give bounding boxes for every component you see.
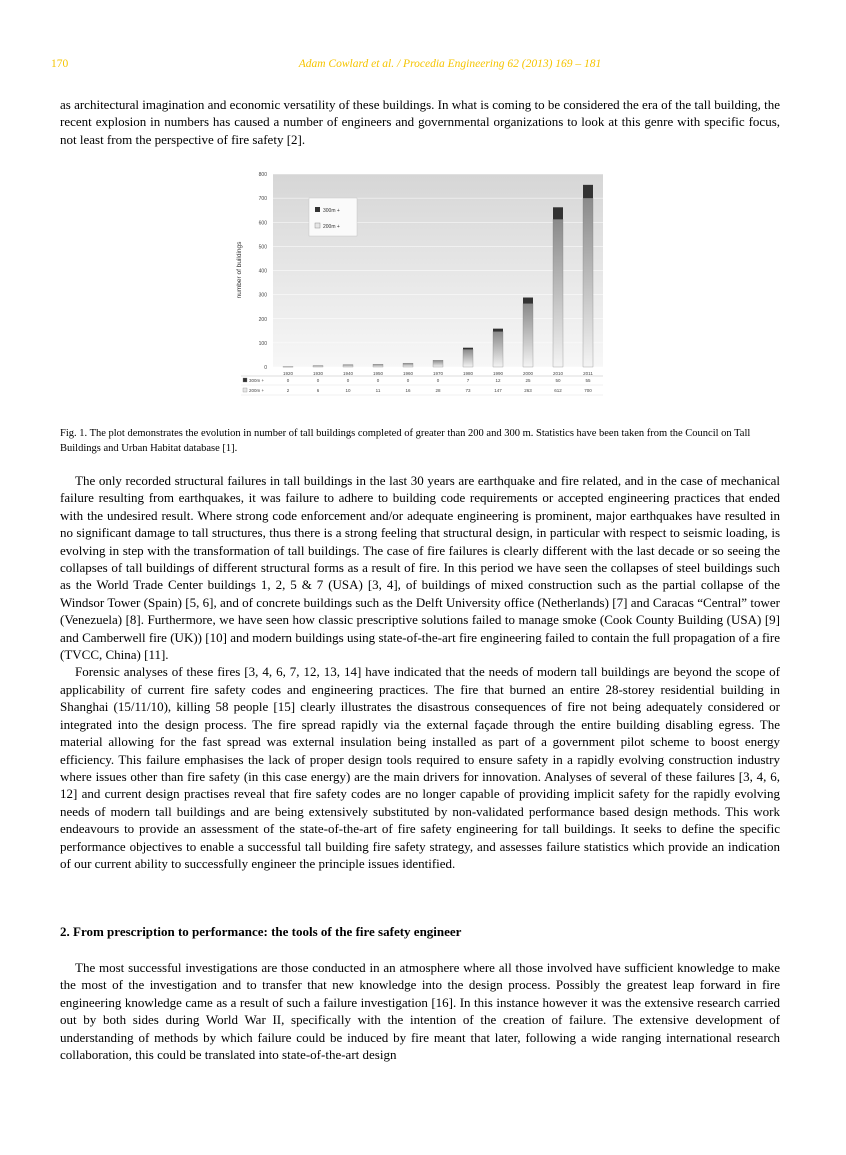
bar-200m <box>523 304 533 367</box>
page-number: 170 <box>51 58 69 70</box>
y-tick-label: 400 <box>258 268 267 275</box>
table-series-label: 200m + <box>249 388 265 393</box>
x-tick-label: 1920 <box>282 371 294 376</box>
y-tick-label: 200 <box>258 316 267 323</box>
table-cell: 28 <box>435 388 441 393</box>
bar-200m <box>343 365 353 367</box>
x-tick-label: 2010 <box>552 371 564 376</box>
y-axis-label: number of buildings <box>236 241 243 299</box>
section-heading: 2. From prescription to performance: the tools of the fire safety engineer <box>60 924 462 939</box>
table-cell: 0 <box>346 378 350 383</box>
y-tick-label: 500 <box>258 244 267 251</box>
x-tick-label: 2000 <box>522 371 534 376</box>
journal-citation: Adam Cowlard et al. / Procedia Engineering 62 (2013) 169 – 181 <box>298 58 602 70</box>
table-cell: 7 <box>466 378 470 383</box>
table-cell: 6 <box>316 388 320 393</box>
bar-300m <box>583 185 593 198</box>
table-cell: 612 <box>554 388 562 393</box>
table-cell: 11 <box>375 388 381 393</box>
table-swatch <box>243 388 247 392</box>
y-tick-label: 0 <box>264 365 267 371</box>
paragraph-1: The only recorded structural failures in tall buildings in the last 30 years are earthquake and fire related, and in the case of mechanical failure resulting from earthquakes, it was failure to adhere to building code requirements or accepted engineering practices that ended with the undesired result. Where strong code enforcement and/or adequate engineering is prominent, major earthquakes have resulted in no significant damage to tall structures, thus there is a strong feeling that structural design, in particular with respect to seismic loading, is evolving in step with the transformation of tall buildings. The case of fire failures is clearly different with the last decade or so seeing the collapses of tall buildings of different structural forms as a result of fire. In this period we have seen the collapses of steel buildings such as the World Trade Center buildings 1, 2, 5 & 7 (USA) [3, 4], of buildings of mixed construction such as the partial collapse of the Windsor Tower (Spain) [5, 6], and of concrete buildings such as the Delft University office (Netherlands) [7] and Caracas “Central” tower (Venezuela) [8]. Furthermore, we have seen how classic prescriptive solutions failed to manage smoke (Cook County Building (USA) [9] and Camberwell fire (UK)) [10] and modern buildings using state-of-the-art fire engineering failed to contain the full propagation of a fire (TVCC, China) [11]. <box>60 473 780 663</box>
section-2-text <box>60 959 780 1063</box>
table-cell: 73 <box>465 388 471 393</box>
bar-200m <box>463 349 473 367</box>
bar-200m <box>283 367 293 368</box>
paragraph-2: Forensic analyses of these fires [3, 4, 6, 7, 12, 13, 14] have indicated that the needs of modern tall buildings are beyond the scope of applicability of current fire safety codes and engineering practices. The fire that burned an entire 28-storey residential building in Shanghai (15/11/10), killing 58 people [15] clearly illustrates the disastrous consequences of fire not being adequately considered or integrated into the design process. The fire spread rapidly via the external façade through the entire building disabling egress. The material allowing for the fast spread was external insulation being installed as part of a government pilot scheme to boost energy efficiency. This failure emphasises the lack of proper design tools required to ensure safety in a rapidly evolving construction industry where issues other than fire safety (in this case energy) are the main drivers for innovation. Analyses of several of these failures [3, 4, 6, 12] and current design practises reveal that fire safety codes are no longer capable of providing implicit safety for the rapidly evolving needs of modern tall buildings and are being extensively substituted by non-validated performance based design methods. This work endeavours to provide an assessment of the state-of-the-art of fire safety engineering for tall buildings. It seeks to define the specific performance objectives to enable a successful tall building fire safety strategy, and assesses failure statistics which provide an indication of our current ability to successfully engineer the principle issues identified. <box>60 664 780 871</box>
bar-200m <box>583 198 593 367</box>
table-series-label: 300m + <box>249 378 265 383</box>
legend-label-200m: 200m + <box>323 224 340 230</box>
legend-swatch-200m <box>315 223 320 228</box>
y-tick-label: 300 <box>258 292 267 299</box>
x-tick-label: 1960 <box>402 371 414 376</box>
table-cell: 10 <box>345 388 351 393</box>
table-cell: 0 <box>406 378 410 383</box>
intro-paragraph: as architectural imagination and economic versatility of these buildings. In what is coming to be considered the era of the tall building, the recent explosion in numbers has caused a number of engineers and governmental organizations to look at this genre with specific focus, not least from the perspective of fire safety [2]. <box>60 97 780 147</box>
x-tick-label: 1950 <box>372 371 384 376</box>
legend-box <box>309 198 357 236</box>
paragraph-3: The most successful investigations are those conducted in an atmosphere where all those involved have sufficient knowledge to make the most of the investigation and to transfer that new knowledge into the design process. Possibly the greatest leap forward in fire engineering knowledge came as a result of such a failure investigation [16]. In this instance however it was the extensive research carried out by both sides during World War II, specifically with the intention of the creation of failure. The extensive development of understanding of methods by which failure could be induced by fire meant that later, following a wide ranging international research collaboration, this could be translated into state-of-the-art design <box>60 960 780 1063</box>
figure-caption: Fig. 1. The plot demonstrates the evolution in number of tall buildings completed of greater than 200 and 300 m. Statistics have been taken from the Council on Tall Buildings and Urban Habitat database [1]. <box>60 428 751 454</box>
x-tick-label: 1930 <box>312 371 324 376</box>
x-tick-label: 1990 <box>492 371 504 376</box>
x-tick-label: 1980 <box>462 371 474 376</box>
table-cell: 147 <box>494 388 502 393</box>
table-cell: 55 <box>585 378 591 383</box>
table-cell: 700 <box>584 388 592 393</box>
table-cell: 263 <box>524 388 532 393</box>
bar-200m <box>373 364 383 367</box>
bar-200m <box>493 332 503 367</box>
x-tick-label: 2011 <box>583 371 593 376</box>
bar-300m <box>523 298 533 304</box>
y-tick-label: 800 <box>258 172 267 178</box>
table-cell: 12 <box>495 378 501 383</box>
bar-200m <box>553 219 563 367</box>
table-cell: 16 <box>405 388 411 393</box>
table-cell: 0 <box>286 378 290 383</box>
legend-label-300m: 300m + <box>323 208 340 214</box>
x-tick-label: 1970 <box>432 371 444 376</box>
bar-200m <box>433 360 443 367</box>
tall-buildings-chart <box>233 166 613 406</box>
intro-text <box>60 96 780 148</box>
body-text <box>60 472 780 872</box>
x-tick-label: 1940 <box>342 371 354 376</box>
bar-300m <box>493 329 503 332</box>
bar-200m <box>313 366 323 367</box>
bar-200m <box>403 363 413 367</box>
bar-300m <box>553 207 563 219</box>
table-swatch <box>243 378 247 382</box>
y-tick-label: 700 <box>258 196 267 203</box>
running-head <box>0 58 846 74</box>
figure-1 <box>233 166 613 406</box>
table-cell: 50 <box>555 378 561 383</box>
table-cell: 0 <box>436 378 440 383</box>
table-cell: 2 <box>286 388 290 393</box>
y-tick-label: 100 <box>258 340 267 347</box>
table-cell: 0 <box>316 378 320 383</box>
y-tick-label: 600 <box>258 220 267 227</box>
legend-swatch-300m <box>315 207 320 212</box>
bar-300m <box>463 348 473 350</box>
table-cell: 0 <box>376 378 380 383</box>
table-cell: 25 <box>525 378 531 383</box>
